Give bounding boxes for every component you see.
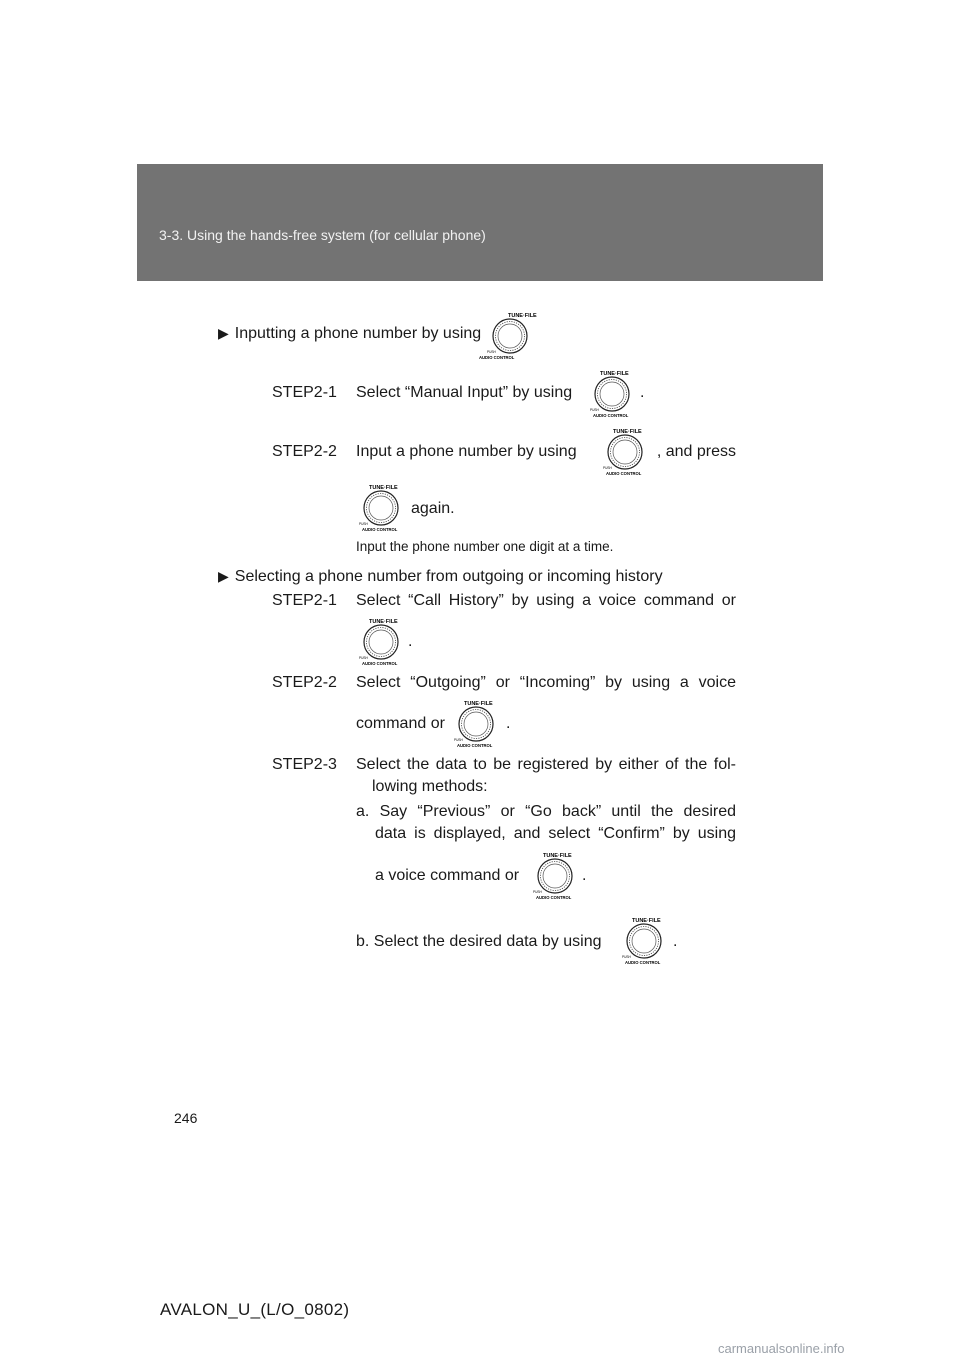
step-end-punct: . [408,633,413,650]
svg-text:TUNE·FILE: TUNE·FILE [600,371,629,377]
section-title: 3-3. Using the hands-free system (for cellular phone) [159,227,486,243]
step-end-punct: . [673,933,678,950]
knob-push-label: PUSH [487,350,496,354]
step-number: STEP2-2 [272,674,337,691]
svg-text:TUNE·FILE: TUNE·FILE [632,918,661,924]
svg-text:PUSH: PUSH [590,408,599,412]
section-a-title: Inputting a phone number by using [234,325,482,342]
svg-text:PUSH: PUSH [533,890,542,894]
step-number: STEP2-3 [272,756,337,773]
svg-text:TUNE·FILE: TUNE·FILE [543,853,572,859]
step-text: Select “Call History” by using a voice command or [356,592,736,609]
method-a-text: a voice command or [375,867,520,884]
tune-file-knob-icon [621,914,667,966]
section-a-heading [218,323,481,344]
section-b-title: Selecting a phone number from outgoing or incoming history [234,568,663,585]
svg-text:AUDIO CONTROL: AUDIO CONTROL [593,413,629,418]
step-number: STEP2-1 [272,384,337,401]
method-b-text: b. Select the desired data by using [356,933,602,950]
tune-file-knob-icon [358,481,404,533]
step-text: again. [411,500,455,517]
document-code: AVALON_U_(L/O_0802) [160,1300,350,1319]
svg-text:AUDIO CONTROL: AUDIO CONTROL [536,895,572,900]
step-number: STEP2-2 [272,443,337,460]
tune-file-knob-icon [479,309,537,361]
method-a-text: data is displayed, and select “Confirm” by using [375,825,736,842]
svg-text:PUSH: PUSH [622,955,631,959]
page-number: 246 [174,1110,198,1126]
step-text-continued: , and press [656,443,736,460]
step-text: Select “Outgoing” or “Incoming” by using a voice [356,674,736,691]
svg-text:TUNE·FILE: TUNE·FILE [613,429,642,435]
bullet-triangle-icon: ▶ [218,325,229,341]
bullet-triangle-icon: ▶ [218,568,229,584]
note-text: Input the phone number one digit at a time. [356,539,614,554]
svg-text:PUSH: PUSH [359,656,368,660]
step-end-punct: . [506,715,511,732]
step-text: Select the data to be registered by either of the fol- [356,756,736,773]
svg-text:TUNE·FILE: TUNE·FILE [369,619,398,625]
method-a-text: a. Say “Previous” or “Go back” until the desired [356,803,736,820]
svg-text:AUDIO CONTROL: AUDIO CONTROL [606,471,642,476]
svg-text:AUDIO CONTROL: AUDIO CONTROL [362,661,398,666]
knob-bottom-label: AUDIO CONTROL [479,355,515,360]
step-text: Input a phone number by using [356,443,577,460]
tune-file-knob-icon [602,425,648,477]
tune-file-knob-icon [532,849,578,901]
watermark: carmanualsonline.info [718,1341,845,1356]
svg-text:AUDIO CONTROL: AUDIO CONTROL [625,960,661,965]
tune-file-knob-icon [358,615,404,667]
knob-top-label: TUNE·FILE [508,313,537,319]
step-text: command or [356,715,445,732]
step-end-punct: . [582,867,587,884]
svg-text:PUSH: PUSH [603,466,612,470]
step-text: lowing methods: [372,778,488,795]
tune-file-knob-icon [589,367,635,419]
section-b-heading [218,566,663,587]
svg-text:TUNE·FILE: TUNE·FILE [369,485,398,491]
step-end-punct: . [640,384,645,401]
svg-text:TUNE·FILE: TUNE·FILE [464,701,493,707]
tune-file-knob-icon [453,697,499,749]
step-text: Select “Manual Input” by using [356,384,573,401]
svg-text:AUDIO CONTROL: AUDIO CONTROL [457,743,493,748]
svg-text:PUSH: PUSH [454,738,463,742]
svg-text:AUDIO CONTROL: AUDIO CONTROL [362,527,398,532]
step-number: STEP2-1 [272,592,337,609]
svg-text:PUSH: PUSH [359,522,368,526]
section-header-bar [137,164,823,281]
